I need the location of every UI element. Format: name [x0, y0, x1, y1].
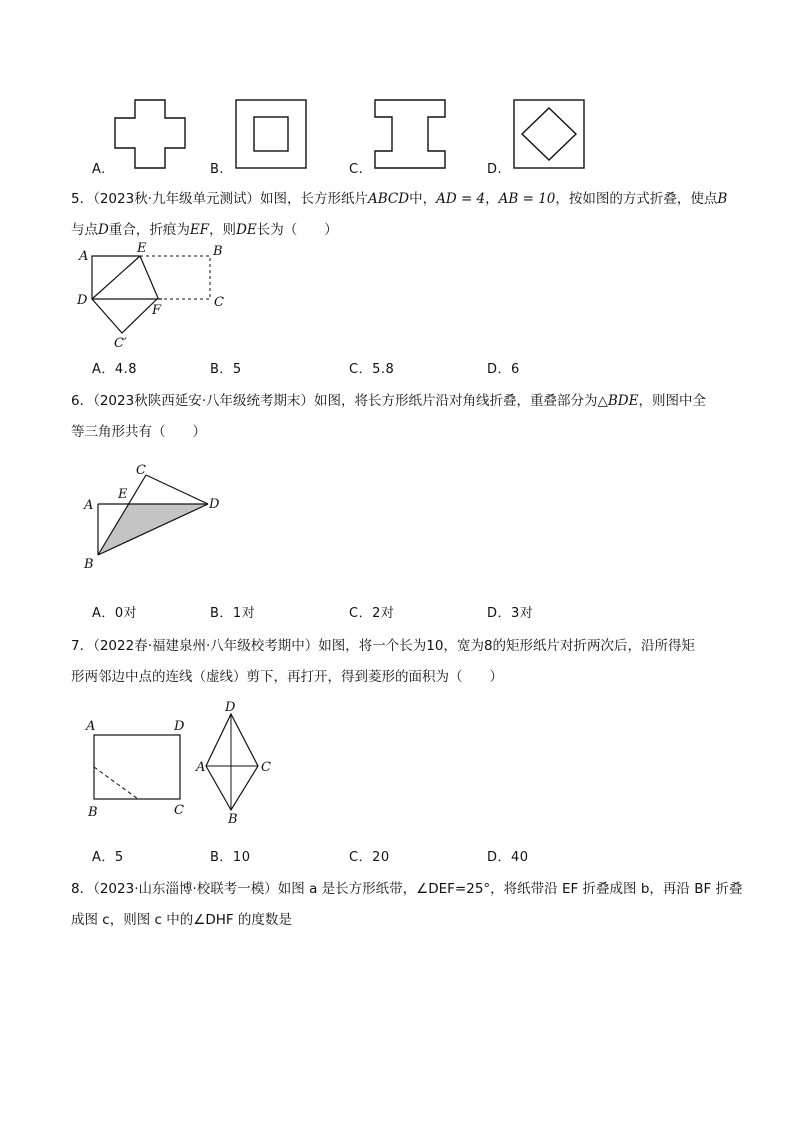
option-value: 5 [232, 362, 242, 377]
q7-rect-label-a: A [86, 719, 96, 734]
option-value: 40 [511, 850, 529, 865]
q7-rhombus-label-b: B [228, 812, 238, 827]
q5-option-c[interactable] [349, 358, 394, 377]
q7-option-d[interactable] [487, 846, 529, 865]
q4-figures [0, 0, 794, 180]
q6-text: ，则图中全 [638, 393, 706, 409]
q5-text: 中， [409, 191, 437, 207]
option-value: 5.8 [372, 362, 395, 377]
q7-rect-label-b: B [88, 805, 98, 820]
option-letter: B． [210, 606, 233, 621]
q4-option-b[interactable] [210, 162, 224, 177]
option-letter: D． [487, 362, 512, 377]
q5-dashed-edge [140, 256, 210, 299]
q4-option-a[interactable] [92, 162, 106, 177]
option-letter: D． [487, 850, 512, 865]
q4-option-d[interactable] [487, 162, 502, 177]
q6-var: △BDE [597, 393, 639, 409]
q4-shape-a-plus [115, 100, 185, 168]
option-letter: A． [92, 850, 115, 865]
q5-var: ABCD [368, 191, 410, 207]
q4-option-c[interactable] [349, 162, 363, 177]
q7-dashed-cut [94, 767, 138, 799]
q4-shape-d-diamond [522, 108, 576, 160]
option-letter: A. [92, 162, 106, 177]
q7-stem-line1 [71, 634, 695, 654]
q6-stem-line1 [71, 389, 706, 409]
q8-text: 成图 c，则图 c 中的∠DHF 的度数是 [71, 912, 292, 928]
q5-solid-edge [92, 256, 162, 299]
q7-rectangle [94, 735, 180, 799]
q5-var: D [98, 222, 109, 238]
q6-stem-line2 [71, 420, 206, 440]
q5-text: ， [485, 191, 499, 207]
option-value: 4.8 [114, 362, 138, 377]
q5-text: 长为（ ） [256, 222, 338, 238]
q5-var: DE [236, 222, 257, 238]
option-value: 20 [372, 850, 390, 865]
q5-label-f: F [152, 303, 162, 318]
option-letter: B. [210, 162, 225, 177]
q5-label-c: C [214, 295, 224, 310]
q5-option-b[interactable] [210, 358, 242, 377]
q5-text: ，按如图的方式折叠，使点 [555, 191, 718, 207]
q5-stem-line1 [71, 187, 727, 207]
q5-option-a[interactable] [92, 358, 137, 377]
q6-option-d[interactable] [487, 602, 533, 621]
option-letter: B． [210, 362, 233, 377]
q7-rhombus-label-c: C [261, 760, 271, 775]
option-letter: C． [349, 362, 373, 377]
q5-folded-part [92, 256, 158, 333]
q8-text: 8．（2023·山东淄博·校联考一模）如图 a 是长方形纸带，∠DEF=25°，将纸带沿 EF 折叠成图 b，再沿 BF 折叠 [71, 881, 743, 897]
q6-label-e: E [118, 487, 128, 502]
q4-shape-d-outer [514, 100, 584, 168]
option-value: 1对 [232, 606, 256, 621]
option-letter: C． [349, 850, 373, 865]
option-letter: B． [210, 850, 233, 865]
q5-option-d[interactable] [487, 358, 520, 377]
q5-label-a: A [79, 249, 89, 264]
q5-figure [70, 240, 240, 350]
q6-text: 6．（2023秋陕西延安·八年级统考期末）如图，将长方形纸片沿对角线折叠，重叠部分为 [71, 393, 598, 409]
q7-option-b[interactable] [210, 846, 250, 865]
option-letter: A． [92, 606, 115, 621]
option-value: 3对 [511, 606, 534, 621]
option-letter: A． [92, 362, 115, 377]
q6-option-a[interactable] [92, 602, 137, 621]
q7-figure [82, 698, 282, 828]
q4-shape-b-outer [236, 100, 306, 168]
q5-text: 重合，折痕为 [108, 222, 190, 238]
option-value: 5 [114, 850, 124, 865]
q5-var: AB = 10 [498, 191, 556, 207]
q5-label-e: E [137, 241, 147, 256]
q4-shape-b-inner [254, 117, 288, 151]
q7-stem-line2 [71, 665, 503, 685]
q7-rhombus-label-d: D [225, 700, 236, 715]
q8-stem-line1 [71, 877, 743, 897]
option-letter: C． [349, 606, 373, 621]
q5-var: EF [189, 222, 210, 238]
q7-rhombus-label-a: A [196, 760, 206, 775]
q5-var: AD = 4 [436, 191, 486, 207]
q6-option-b[interactable] [210, 602, 255, 621]
q6-edge-cd [146, 475, 208, 504]
q5-segment-de [92, 256, 140, 299]
q6-label-c: C [136, 463, 146, 478]
option-value: 2对 [372, 606, 395, 621]
q7-rect-label-d: D [174, 719, 185, 734]
q5-text: ，则 [209, 222, 237, 238]
option-letter: C. [349, 162, 364, 177]
q7-option-a[interactable] [92, 846, 124, 865]
q8-stem-line2 [71, 908, 292, 928]
q6-label-a: A [84, 498, 94, 513]
q7-rhombus [206, 714, 258, 810]
q6-option-c[interactable] [349, 602, 394, 621]
q7-option-c[interactable] [349, 846, 390, 865]
q4-shape-c-ibeam [375, 100, 445, 168]
option-letter: D． [487, 606, 512, 621]
q6-figure [78, 458, 238, 573]
q6-label-b: B [84, 557, 94, 572]
q7-text: 7．（2022春·福建泉州·八年级校考期中）如图，将一个长为10，宽为8的矩形纸片对折两次后，沿所得矩 [71, 638, 696, 654]
q5-text: 5．（2023秋·九年级单元测试）如图，长方形纸片 [71, 191, 368, 207]
q6-text: 等三角形共有（ ） [71, 424, 206, 440]
q5-stem-line2 [71, 218, 338, 238]
option-value: 6 [511, 362, 520, 377]
q6-label-d: D [209, 497, 220, 512]
q5-label-d: D [77, 293, 88, 308]
q5-label-b: B [213, 244, 223, 259]
q7-text: 形两邻边中点的连线（虚线）剪下，再打开，得到菱形的面积为（ ） [71, 669, 503, 685]
option-letter: D. [487, 162, 503, 177]
q7-rect-label-c: C [174, 803, 184, 818]
q5-var: B [717, 191, 728, 207]
q5-label-cprime: C′ [114, 336, 127, 350]
option-value: 10 [232, 850, 251, 865]
q5-text: 与点 [71, 222, 98, 238]
option-value: 0对 [114, 606, 138, 621]
